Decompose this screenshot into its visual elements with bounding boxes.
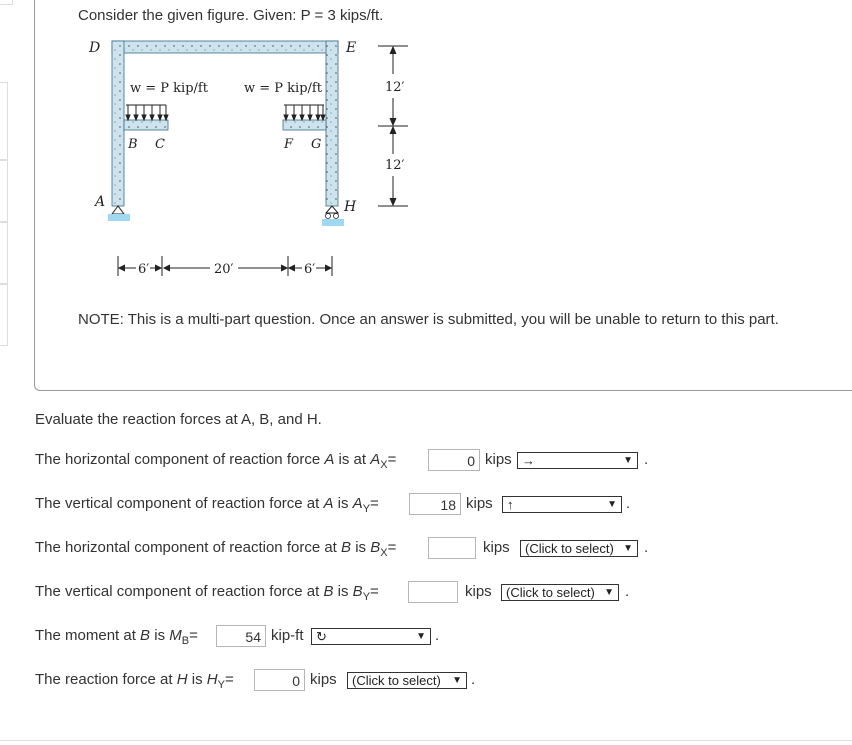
prompt-text: Evaluate the reaction forces at A, B, and H. <box>35 411 322 428</box>
load-label-left: w = P kip/ft <box>130 81 208 96</box>
frame-figure <box>82 34 432 284</box>
direction-select-Ax[interactable]: → ▼ <box>517 452 638 469</box>
label-A: A <box>95 194 106 210</box>
given-statement: Consider the given figure. Given: P = 3 kips/ft. <box>78 7 384 24</box>
dim-6-left: 6′ <box>138 262 150 277</box>
left-strip <box>0 0 8 400</box>
dim-20: 20′ <box>214 262 234 277</box>
chevron-down-icon: ▼ <box>623 455 633 466</box>
dim-12-top: 12′ <box>385 80 405 95</box>
label-D: D <box>89 40 101 56</box>
vertical-dimensions <box>378 46 408 206</box>
answer-field-Ax[interactable]: 0 <box>428 449 480 471</box>
pin-support-A <box>108 206 130 221</box>
label-B: B <box>128 137 138 152</box>
bottom-divider <box>0 740 852 741</box>
question-By: The vertical component of reaction force at B is $B_Y=$ <box>35 583 379 603</box>
unit-Hy: kips <box>310 671 337 688</box>
question-Hy: The reaction force at H is $H_Y=$ <box>35 671 234 691</box>
unit-Mb: kip-ft <box>271 627 304 644</box>
direction-select-Bx[interactable]: (Click to select) ▼ <box>520 540 638 557</box>
direction-select-Hy[interactable]: (Click to select) ▼ <box>347 672 467 689</box>
frame-body <box>112 41 338 206</box>
answer-field-Hy[interactable]: 0 <box>254 669 305 691</box>
unit-Ax: kips <box>485 451 512 468</box>
answer-field-Mb[interactable]: 54 <box>216 625 266 647</box>
chevron-down-icon: ▼ <box>416 631 426 642</box>
question-Ax: The horizontal component of reaction force A is at $A_X=$ <box>35 451 397 471</box>
chevron-down-icon: ▼ <box>452 675 462 686</box>
direction-select-Mb[interactable]: ↻ ▼ <box>311 628 431 645</box>
load-label-right: w = P kip/ft <box>244 81 322 96</box>
unit-Bx: kips <box>483 539 510 556</box>
question-Ay: The vertical component of reaction force at A is $A_Y=$ <box>35 495 379 515</box>
chevron-down-icon: ▼ <box>607 499 617 510</box>
answer-field-Ay[interactable]: 18 <box>409 493 461 515</box>
note-text: NOTE: This is a multi-part question. Once an answer is submitted, you will be unable to return to this part. <box>78 311 779 328</box>
label-E: E <box>346 40 357 56</box>
unit-By: kips <box>465 583 492 600</box>
chevron-down-icon: ▼ <box>623 543 633 554</box>
direction-select-By[interactable]: (Click to select) ▼ <box>501 584 619 601</box>
chevron-down-icon: ▼ <box>604 587 614 598</box>
roller-support-H <box>322 206 344 226</box>
answer-field-Bx[interactable] <box>428 537 476 559</box>
direction-select-Ay[interactable]: ↑ ▼ <box>502 496 622 513</box>
label-H: H <box>344 199 357 215</box>
label-G: G <box>311 137 322 152</box>
answer-field-By[interactable] <box>408 581 458 603</box>
distributed-load-left <box>126 105 168 120</box>
question-Bx: The horizontal component of reaction force at B is $B_X=$ <box>35 539 397 559</box>
label-F: F <box>284 137 294 152</box>
unit-Ay: kips <box>466 495 493 512</box>
label-C: C <box>155 137 165 152</box>
dim-12-bottom: 12′ <box>385 158 405 173</box>
question-Mb: The moment at B is $M_B=$ <box>35 627 198 647</box>
dim-6-right: 6′ <box>304 262 316 277</box>
distributed-load-right <box>284 105 325 120</box>
